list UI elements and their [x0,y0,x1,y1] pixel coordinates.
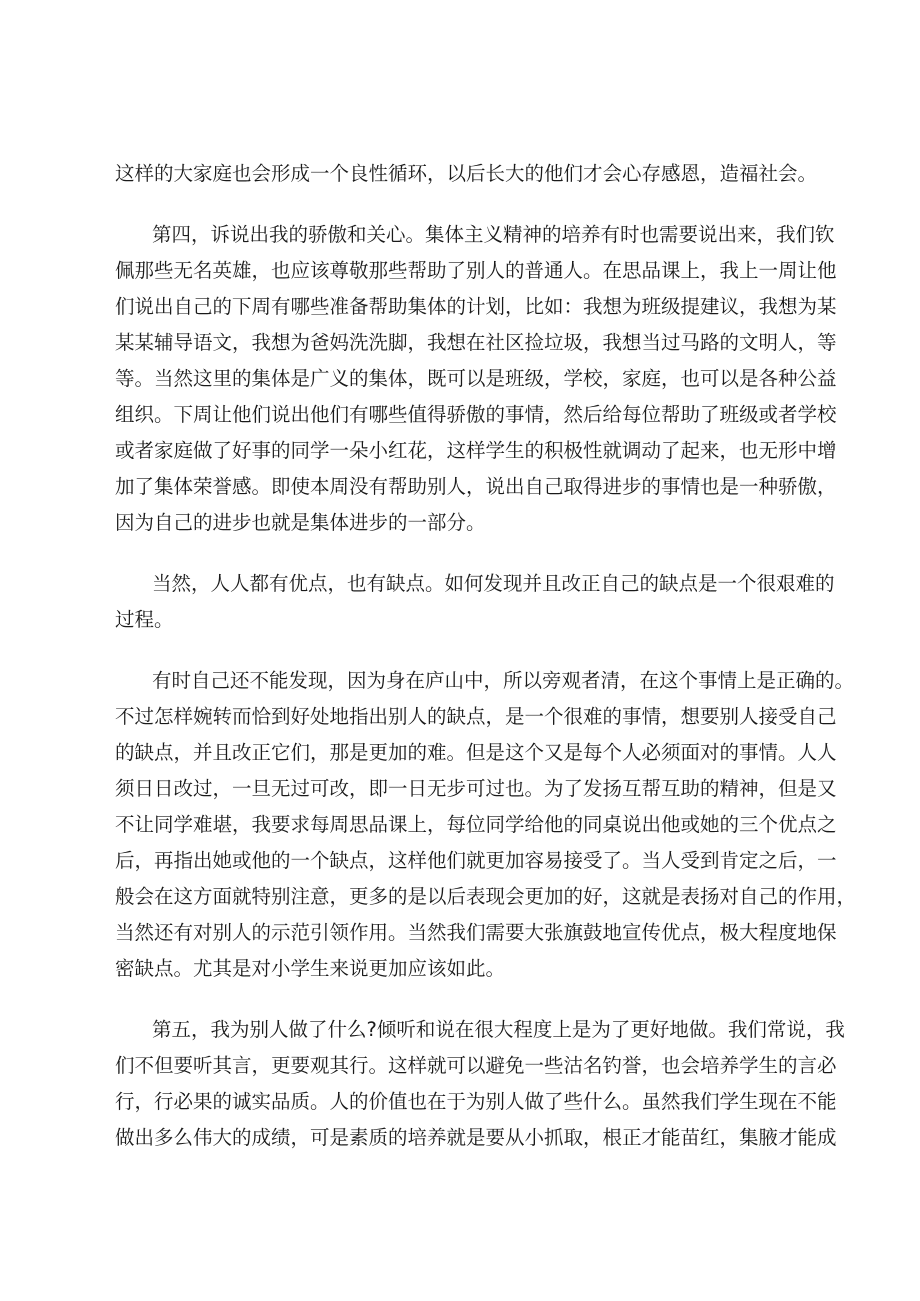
text-line: 有时自己还不能发现，因为身在庐山中，所以旁观者清，在这个事情上是正确的。 [152,669,855,692]
text-line: 做出多么伟大的成绩，可是素质的培养就是要从小抓取，根正才能苗红，集腋才能成 [115,1126,837,1149]
text-line: 不让同学难堪，我要求每周思品课上，每位同学给他的同桌说出他或她的三个优点之 [115,813,837,836]
text-line: 当然，人人都有优点，也有缺点。如何发现并且改正自己的缺点是一个很艰难的 [152,572,835,595]
text-line: 第五，我为别人做了什么?倾听和说在很大程度上是为了更好地做。我们常说，我 [152,1018,845,1041]
text-line: 密缺点。尤其是对小学生来说更加应该如此。 [115,957,506,980]
text-line: 或者家庭做了好事的同学一朵小红花，这样学生的积极性就调动了起来，也无形中增 [115,439,837,462]
text-line: 佩那些无名英雄，也应该尊敬那些帮助了别人的普通人。在思品课上，我上一周让他 [115,259,837,282]
text-line: 不过怎样婉转而恰到好处地指出别人的缺点，是一个很难的事情，想要别人接受自己 [115,705,837,728]
text-line: 须日日改过，一旦无过可改，即一日无步可过也。为了发扬互帮互助的精神，但是又 [115,777,837,800]
text-line: 当然还有对别人的示范引领作用。当然我们需要大张旗鼓地宣传优点，极大程度地保 [115,921,837,944]
text-line: 某某辅导语文，我想为爸妈洗洗脚，我想在社区捡垃圾，我想当过马路的文明人，等 [115,331,837,354]
text-line: 般会在这方面就特别注意，更多的是以后表现会更加的好，这就是表扬对自己的作用， [115,885,857,908]
text-line: 第四，诉说出我的骄傲和关心。集体主义精神的培养有时也需要说出来，我们钦 [152,223,835,246]
text-line: 这样的大家庭也会形成一个良性循环，以后长大的他们才会心存感恩，造福社会。 [115,162,818,185]
text-line: 的缺点，并且改正它们，那是更加的难。但是这个又是每个人必须面对的事情。人人 [115,741,837,764]
text-line: 们不但要听其言，更要观其行。这样就可以避免一些沽名钓誉，也会培养学生的言必 [115,1054,837,1077]
text-line: 过程。 [115,608,174,631]
text-line: 组织。下周让他们说出他们有哪些值得骄傲的事情，然后给每位帮助了班级或者学校 [115,403,837,426]
text-line: 后，再指出她或他的一个缺点，这样他们就更加容易接受了。当人受到肯定之后，一 [115,849,837,872]
text-line: 们说出自己的下周有哪些准备帮助集体的计划，比如：我想为班级提建议，我想为某 [115,295,837,318]
text-line: 因为自己的进步也就是集体进步的一部分。 [115,511,486,534]
text-line: 等。当然这里的集体是广义的集体，既可以是班级，学校，家庭，也可以是各种公益 [115,367,837,390]
text-line: 行，行必果的诚实品质。人的价值也在于为别人做了些什么。虽然我们学生现在不能 [115,1090,837,1113]
text-line: 加了集体荣誉感。即使本周没有帮助别人，说出自己取得进步的事情也是一种骄傲， [115,475,837,498]
